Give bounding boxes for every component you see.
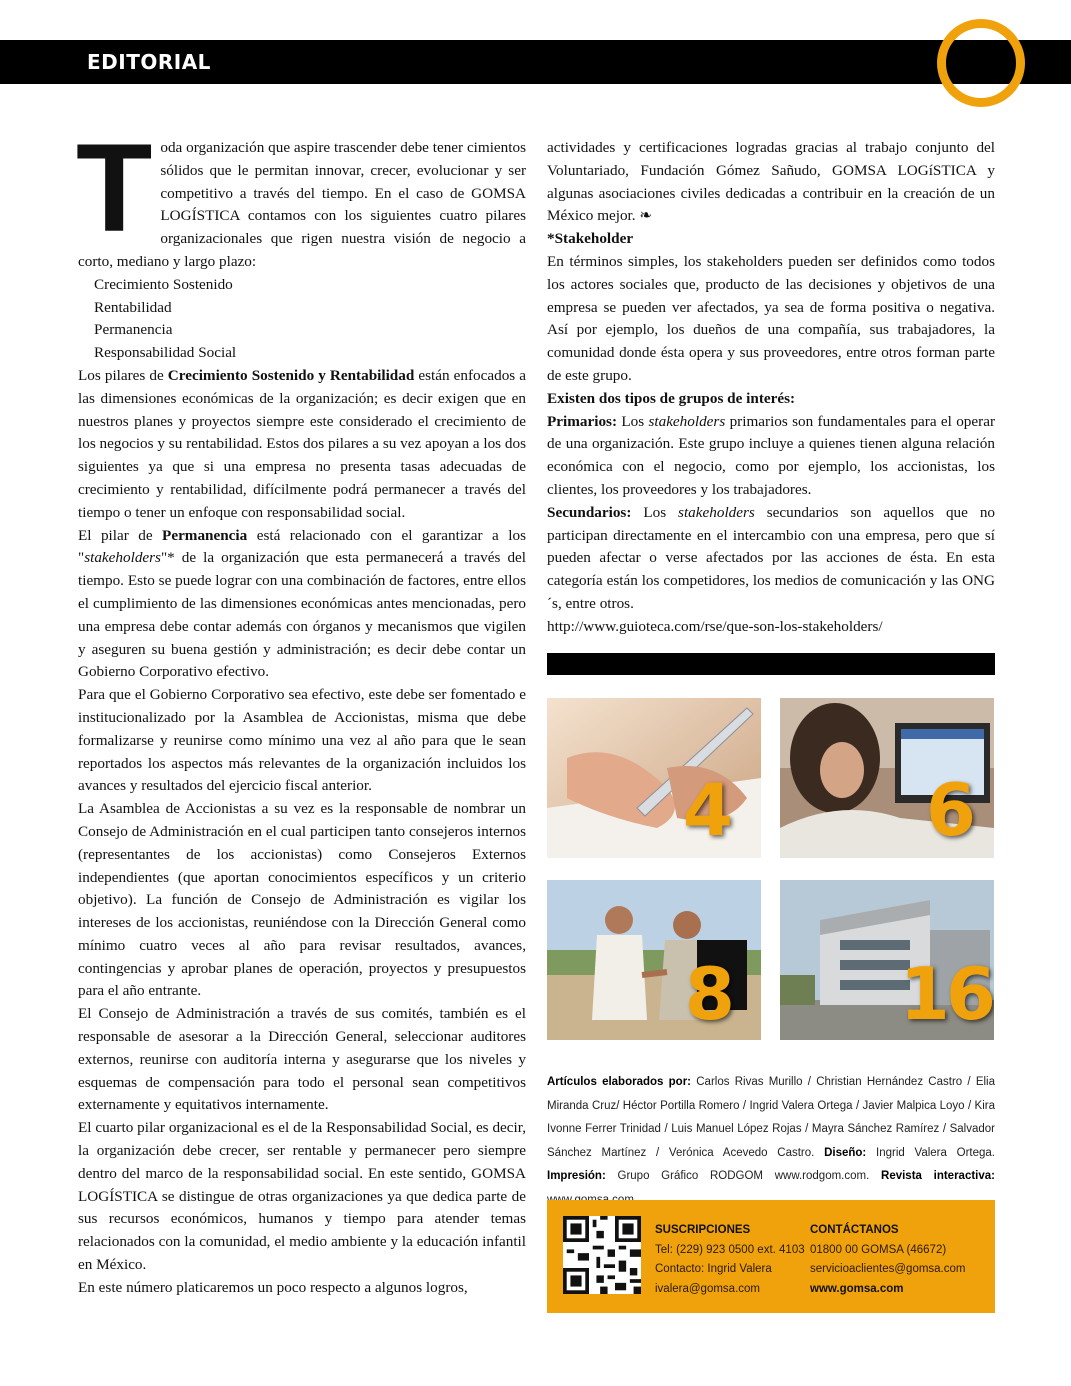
qr-code-icon[interactable] bbox=[563, 1216, 641, 1294]
paragraph-continuation: actividades y certificaciones logradas gracias al trabajo conjunto del Voluntariado, Fundación Gómez Sañudo, GOMSA LOGíSTICA y algunas asociaciones civiles dedicadas a contribuir en la creación de un México mejor. ❧ bbox=[547, 139, 995, 225]
woman-computer-photo[interactable] bbox=[780, 698, 994, 858]
paragraph-asamblea: La Asamblea de Accionistas a su vez es la responsable de nombrar un Consejo de Administración en el cual participen tanto consejeros internos (representantes de los accionistas) como Consejeros Externos independientes (que aportan conocimientos específicos y un criterio objetivo). La función de Consejo de Administración es vigilar los intereses de los accionistas, reuniéndose con la Dirección General como mínimo cuatro veces al año para revisar resultados, avances, contingencias y aprobar planes de operación, proyectos y presupuestos para el año entrante. bbox=[78, 800, 526, 1000]
paragraph-responsabilidad: El cuarto pilar organizacional es el de la Responsabilidad Social, es decir, la organización debe crecer, ser rentable y permanecer pero siempre dentro del marco de la responsabilidad social. En este sentido, GOMSA LOGÍSTICA se distingue de otras organizaciones ya que dedica parte de sus recursos económicos, humanos y tiempo para atender temas relacionados con la comunidad, el medio ambiente y la educación infantil en México. bbox=[78, 1119, 526, 1274]
contact-website[interactable]: www.gomsa.com bbox=[810, 1282, 904, 1295]
left-column bbox=[76, 119, 527, 1300]
pillar-item: Responsabilidad Social bbox=[94, 344, 237, 362]
circle-logo-icon bbox=[937, 19, 1025, 107]
secundarios-paragraph: Secundarios: Los stakeholders secundarios son aquellos que no participan directamente en el intercambio con una empresa, pero que sí pueden afectar o verse afectados por las acciones de ésta. En esta categoría están los competidores, los medios de comunicación y las ONG´s, entre otros. bbox=[547, 503, 996, 612]
paragraph-gobierno: Para que el Gobierno Corporativo sea efectivo, este debe ser fomentado e institucionalizado por la Asamblea de Accionistas, misma que debe formalizarse y reunirse como mínimo una vez al año para que le sean reportados los aspectos más relevantes de la organización incluidos los avances y resultados del ejercicio fiscal anterior. bbox=[78, 686, 526, 795]
contact-email[interactable]: servicioaclientes@gomsa.com bbox=[810, 1263, 966, 1275]
contact-column bbox=[810, 1221, 965, 1299]
end-mark-icon: ❧ bbox=[639, 207, 653, 225]
subscriptions-email[interactable]: ivalera@gomsa.com bbox=[655, 1282, 760, 1295]
subscriptions-heading: SUSCRIPCIONES bbox=[655, 1224, 751, 1236]
stakeholder-definition: En términos simples, los stakeholders pueden ser definidos como todos los actores sociales que, producto de las decisiones y objetivos de una empresa se pueden ver afectados, ya sea de forma positiva o negativa. Así por ejemplo, los dueños de una compañía, sus trabajadores, la comunidad donde ésta opera y sus proveedores, entre otros forman parte de este grupo. bbox=[547, 252, 995, 384]
subscriptions-phone: Tel: (229) 923 0500 ext. 4103 bbox=[655, 1243, 805, 1256]
paragraph-consejo: El Consejo de Administración a través de sus comités, también es el responsable de asesorar a la Dirección General, seleccionar auditores externos, reunirse con auditoría interna y asegurarse que los niveles y esquemas de compensación para todo el personal sean competitivos externamente y equitativos internamente. bbox=[78, 1005, 526, 1114]
pillar-item: Rentabilidad bbox=[94, 298, 172, 316]
hand-writing-photo[interactable] bbox=[547, 698, 761, 858]
page-number-badge: 4 bbox=[682, 768, 729, 852]
right-column bbox=[547, 137, 995, 639]
paragraph-pillars: Los pilares de Crecimiento Sostenido y Rentabilidad están enfocados a las dimensiones económicas de la organización; es decir exigen que en nuestros planes y proyectos siempre este considerado el crecimiento de los negocios y su rentabilidad. Estos dos pilares a su vez apoyan a los dos siguientes ya que si una empresa no presenta tasas adecuadas de crecimiento y rentabilidad, difícilmente podrá permanecer a través del tiempo o tener un enfoque con responsabilidad social. bbox=[78, 366, 527, 521]
dropcap: T bbox=[76, 119, 153, 258]
primarios-paragraph: Primarios: Los stakeholders primarios son fundamentales para el operar de una organización. Este grupo incluye a quienes tienen alguna relación económica con el negocio, como por ejemplo, los accionistas, los clientes, los proveedores y los trabajadores. bbox=[547, 412, 995, 498]
source-link[interactable]: http://www.guioteca.com/rse/que-son-los-stakeholders/ bbox=[547, 617, 883, 635]
contact-heading: CONTÁCTANOS bbox=[810, 1224, 899, 1236]
page-number-badge: 16 bbox=[899, 952, 992, 1036]
intro-paragraph: Toda organización que aspire trascender debe tener cimientos sólidos que le permitan innovar, crecer, evolucionar y ser competitivo a través del tiempo. En el caso de GOMSA LOGÍSTICA contamos con los siguientes cuatro pilares organizacionales que rigen nuestra visión de negocio a corto, mediano y largo plazo: bbox=[76, 119, 526, 270]
paragraph-permanencia: El pilar de Permanencia está relacionado con el garantizar a los "stakeholders"* de la organización que esta permanecerá a través del tiempo. Esto se puede lograr con una combinación de factores, entre ellos el cumplimiento de las dimensiones económicas antes mencionadas, pero una empresa debe contar además con órganos y mecanismos que vigilen y aseguren su buena gestión y administración; es decir debe contar un Gobierno Corporativo efectivo. bbox=[78, 526, 526, 681]
contact-phone: 01800 00 GOMSA (46672) bbox=[810, 1243, 947, 1256]
page-number-badge: 6 bbox=[925, 768, 972, 852]
section-title: EDITORIAL bbox=[87, 50, 211, 74]
groups-heading: Existen dos tipos de grupos de interés: bbox=[547, 389, 796, 407]
subscriptions-column bbox=[655, 1221, 805, 1299]
subscriptions-contact: Contacto: Ingrid Valera bbox=[655, 1263, 772, 1275]
page-number-badge: 8 bbox=[684, 952, 731, 1036]
black-divider-bar bbox=[547, 653, 995, 675]
building-photo[interactable] bbox=[780, 880, 994, 1040]
paragraph-closing: En este número platicaremos un poco respecto a algunos logros, bbox=[78, 1278, 468, 1296]
credits-block: Artículos elaborados por: Carlos Rivas Murillo / Christian Hernández Castro / Elia Miranda Cruz/ Héctor Portilla Romero / Ingrid Valera Ortega / Javier Malpica Loyo / Kira Ivonne Ferrer Trinidad / Luis Manuel López Rojas / Mayra Sánchez Ramírez / Salvador Sánchez Martínez / Verónica Acevedo Castro. Diseño: Ingrid Valera Ortega. Impresión: Grupo Gráfico RODGOM www.rodgom.com. Revista interactiva: bbox=[547, 1076, 996, 1182]
contact-box bbox=[547, 1200, 995, 1313]
handshake-photo[interactable] bbox=[547, 880, 761, 1040]
stakeholder-heading: *Stakeholder bbox=[547, 230, 634, 248]
pillar-item: Crecimiento Sostenido bbox=[94, 275, 233, 293]
pillar-item: Permanencia bbox=[94, 321, 173, 339]
